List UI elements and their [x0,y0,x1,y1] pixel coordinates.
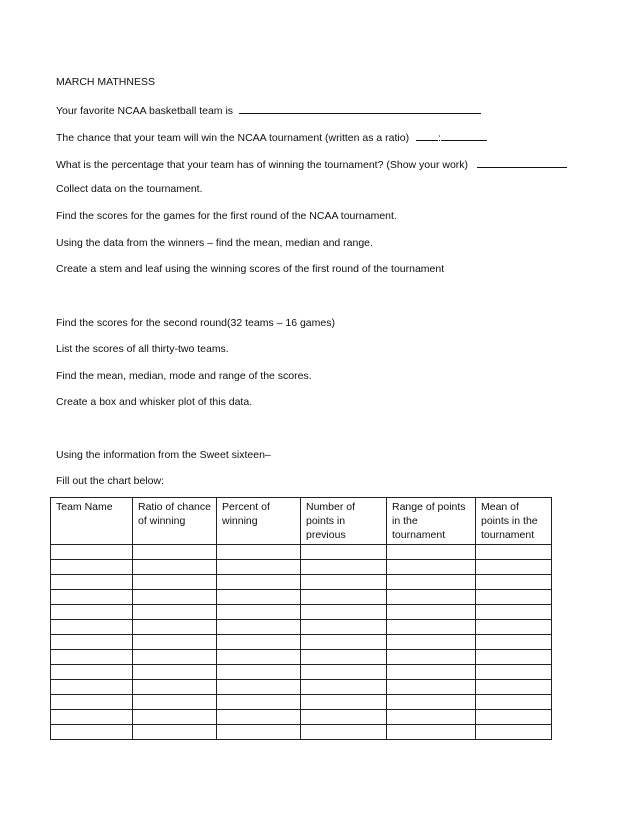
table-cell[interactable] [217,710,301,725]
header-team-name: Team Name [51,498,133,545]
mean-median-text: Find the mean, median, mode and range of the scores. [56,370,312,382]
worksheet-title: MARCH MATHNESS [56,76,155,88]
favorite-team-label: Your favorite NCAA basketball team is [56,105,234,117]
table-cell[interactable] [301,635,387,650]
table-cell[interactable] [51,650,133,665]
table-row [51,545,552,560]
box-whisker-text: Create a box and whisker plot of this data. [56,396,253,408]
winners-data-text: Using the data from the winners – find the mean, median and range. [56,237,373,249]
table-row [51,635,552,650]
table-cell[interactable] [217,545,301,560]
table-cell[interactable] [217,650,301,665]
table-cell[interactable] [387,710,476,725]
table-row [51,680,552,695]
ratio-blank-2[interactable] [441,130,487,141]
table-cell[interactable] [133,635,217,650]
header-percent: Percent of winning [217,498,301,545]
table-row [51,620,552,635]
table-cell[interactable] [301,560,387,575]
table-cell[interactable] [133,560,217,575]
table-cell[interactable] [387,575,476,590]
table-cell[interactable] [387,620,476,635]
table-cell[interactable] [133,680,217,695]
table-row [51,665,552,680]
table-cell[interactable] [387,725,476,740]
table-cell[interactable] [51,545,133,560]
favorite-team-prompt [56,103,481,118]
table-cell[interactable] [387,545,476,560]
table-cell[interactable] [301,710,387,725]
table-cell[interactable] [301,575,387,590]
table-cell[interactable] [51,620,133,635]
ratio-label: The chance that your team will win the NCAA tournament (written as a ratio) [56,132,410,144]
table-cell[interactable] [217,725,301,740]
table-row [51,650,552,665]
table-cell[interactable] [301,605,387,620]
table-row [51,560,552,575]
table-cell[interactable] [217,665,301,680]
table-cell[interactable] [476,665,552,680]
table-cell[interactable] [476,635,552,650]
table-cell[interactable] [51,665,133,680]
table-cell[interactable] [51,560,133,575]
table-cell[interactable] [217,575,301,590]
sweet-sixteen-text: Using the information from the Sweet sixteen– [56,449,271,461]
table-cell[interactable] [476,620,552,635]
table-row [51,725,552,740]
table-cell[interactable] [476,605,552,620]
table-row [51,590,552,605]
table-cell[interactable] [51,575,133,590]
table-cell[interactable] [476,695,552,710]
first-round-text: Find the scores for the games for the first round of the NCAA tournament. [56,210,397,222]
table-cell[interactable] [476,710,552,725]
table-cell[interactable] [133,620,217,635]
table-cell[interactable] [217,605,301,620]
list-scores-text: List the scores of all thirty-two teams. [56,343,229,355]
table-cell[interactable] [476,545,552,560]
table-row [51,710,552,725]
table-cell[interactable] [301,650,387,665]
table-cell[interactable] [387,560,476,575]
table-cell[interactable] [51,605,133,620]
table-cell[interactable] [476,590,552,605]
table-cell[interactable] [217,590,301,605]
favorite-team-blank[interactable] [239,103,481,114]
table-cell[interactable] [133,725,217,740]
percentage-prompt [56,157,567,172]
table-cell[interactable] [387,650,476,665]
table-row [51,695,552,710]
table-cell[interactable] [387,590,476,605]
fill-chart-text: Fill out the chart below: [56,475,164,487]
ratio-separator: : [438,132,441,144]
table-cell[interactable] [476,575,552,590]
table-cell[interactable] [217,695,301,710]
header-points-previous: Number of points in previous [301,498,387,545]
percentage-label: What is the percentage that your team has of winning the tournament? (Show your work) [56,159,469,171]
table-cell[interactable] [217,680,301,695]
table-cell[interactable] [387,665,476,680]
table-cell[interactable] [133,665,217,680]
table-cell[interactable] [51,725,133,740]
table-cell[interactable] [217,620,301,635]
table-row [51,605,552,620]
table-cell[interactable] [301,680,387,695]
table-cell[interactable] [387,680,476,695]
table-cell[interactable] [387,605,476,620]
table-cell[interactable] [51,710,133,725]
table-cell[interactable] [387,635,476,650]
table-cell[interactable] [133,605,217,620]
table-cell[interactable] [301,545,387,560]
table-cell[interactable] [476,725,552,740]
table-cell[interactable] [476,650,552,665]
header-mean-points: Mean of points in the tournament [476,498,552,545]
chart-body [51,545,552,740]
table-cell[interactable] [133,590,217,605]
percentage-blank[interactable] [477,157,567,168]
sweet-sixteen-chart [50,497,552,740]
ratio-prompt [56,130,487,145]
table-cell[interactable] [217,560,301,575]
table-cell[interactable] [51,635,133,650]
table-cell[interactable] [133,545,217,560]
collect-data-text: Collect data on the tournament. [56,183,203,195]
table-row [51,575,552,590]
table-cell[interactable] [51,695,133,710]
table-cell[interactable] [301,725,387,740]
table-cell[interactable] [133,575,217,590]
chart-header-row [51,498,552,545]
second-round-text: Find the scores for the second round(32 teams – 16 games) [56,317,335,329]
table-cell[interactable] [133,710,217,725]
table-cell[interactable] [301,665,387,680]
table-cell[interactable] [476,680,552,695]
table-cell[interactable] [301,620,387,635]
table-cell[interactable] [51,590,133,605]
table-cell[interactable] [301,590,387,605]
table-cell[interactable] [387,695,476,710]
table-cell[interactable] [217,635,301,650]
header-range-points: Range of points in the tournament [387,498,476,545]
table-cell[interactable] [51,680,133,695]
table-cell[interactable] [301,695,387,710]
table-cell[interactable] [476,560,552,575]
table-cell[interactable] [133,695,217,710]
header-ratio: Ratio of chance of winning [133,498,217,545]
table-cell[interactable] [133,650,217,665]
stem-leaf-text: Create a stem and leaf using the winning scores of the first round of the tournament [56,263,445,275]
ratio-blank-1[interactable] [416,130,438,141]
